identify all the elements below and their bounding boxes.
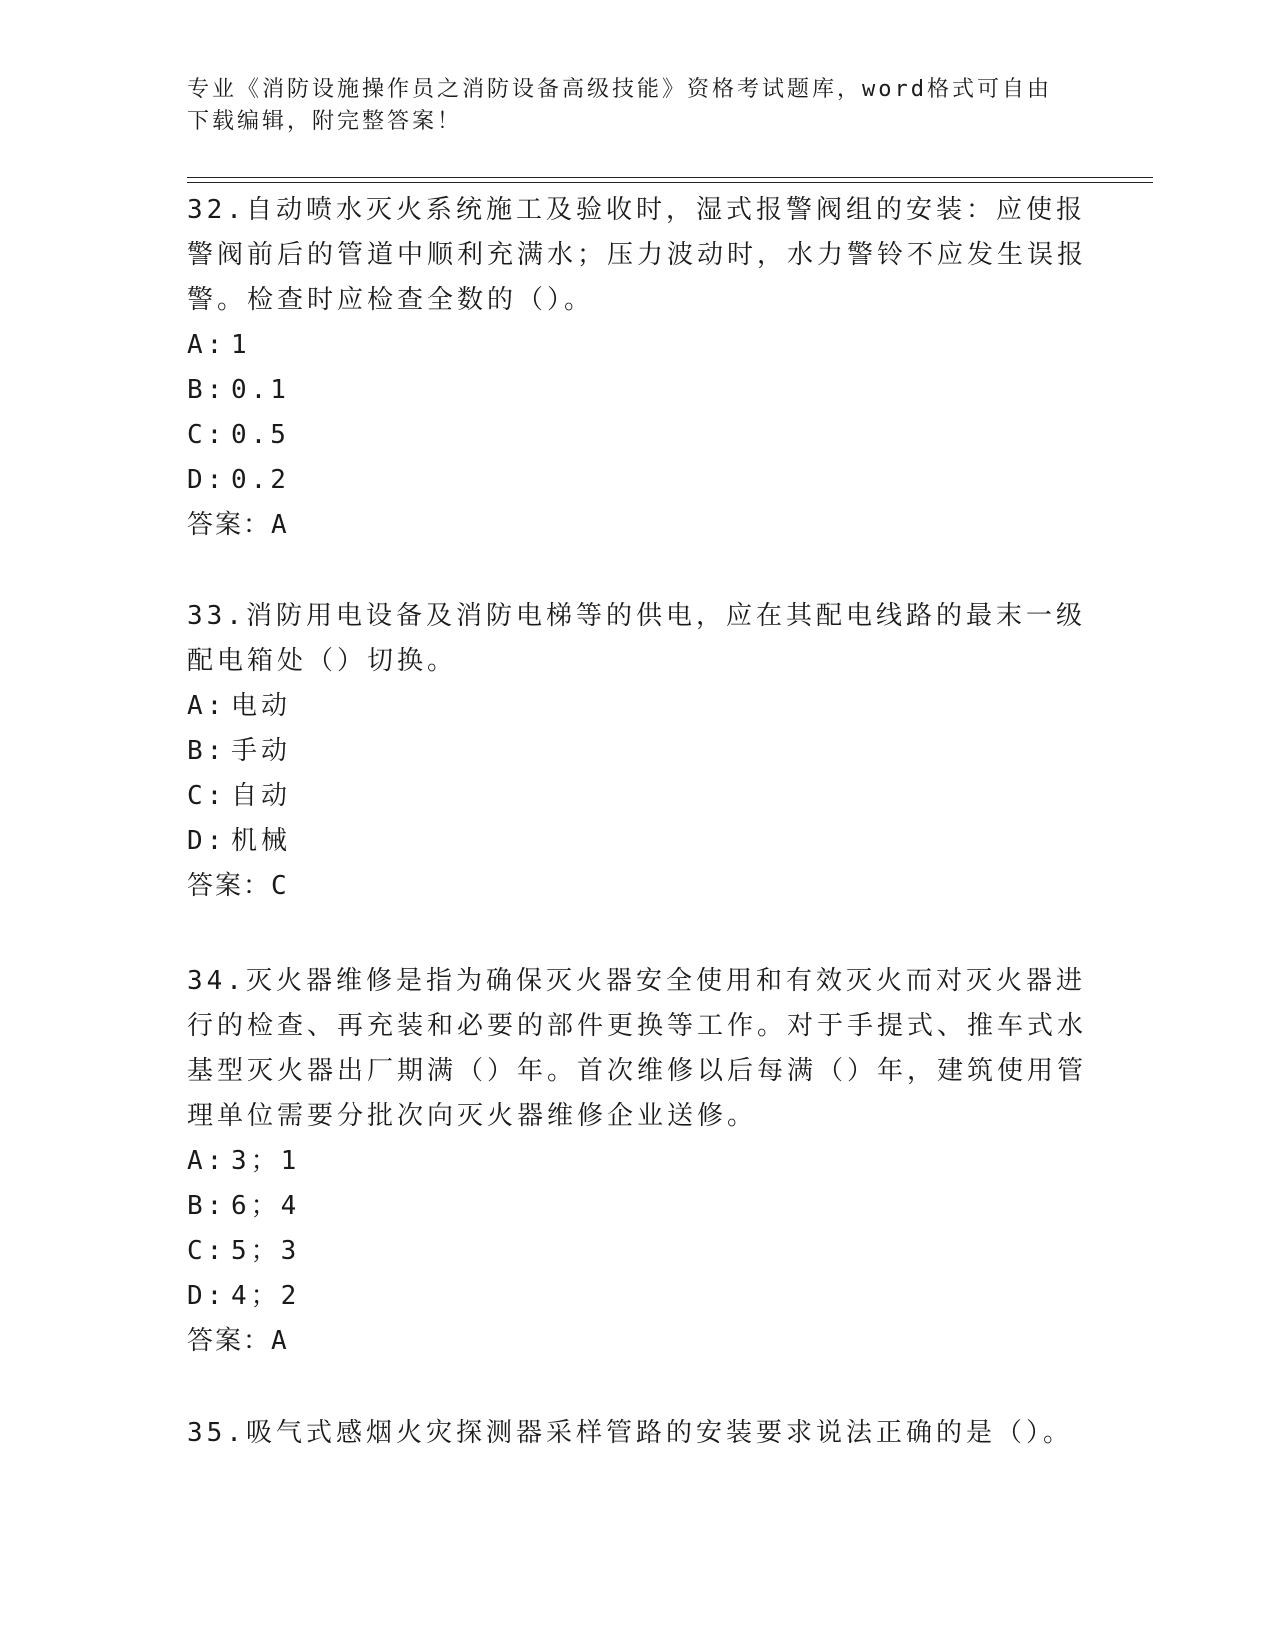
answer-line xyxy=(187,503,1087,548)
option-letter: B: xyxy=(187,736,227,766)
header-divider-bottom xyxy=(187,182,1153,183)
option-d xyxy=(187,1274,1087,1319)
question-stem: 34.灭火器维修是指为确保灭火器安全使用和有效灭火而对灭火器进行的检查、再充装和必要的部件更换等工作。对于手提式、推车式水基型灭火器出厂期满（）年。首次维修以后每满（）年，建筑使用管理单位需要分批次向灭火器维修企业送修。 xyxy=(187,966,1088,1131)
question-34 xyxy=(187,959,1087,1364)
option-c xyxy=(187,1229,1087,1274)
option-letter: B: xyxy=(187,375,227,405)
question-32 xyxy=(187,188,1087,548)
option-letter: A: xyxy=(187,1146,227,1176)
answer-value: A xyxy=(271,510,289,540)
option-text: 3；1 xyxy=(231,1146,301,1176)
option-text: 4；2 xyxy=(231,1281,301,1311)
option-letter: B: xyxy=(187,1191,227,1221)
question-stem: 35.吸气式感烟火灾探测器采样管路的安装要求说法正确的是（）。 xyxy=(187,1418,1073,1448)
option-letter: D: xyxy=(187,826,227,856)
option-text: 手动 xyxy=(231,736,292,766)
option-text: 自动 xyxy=(231,781,292,811)
option-b xyxy=(187,729,1087,774)
option-text: 0.2 xyxy=(231,465,290,495)
question-stem: 32.自动喷水灭火系统施工及验收时，湿式报警阀组的安装：应使报警阀前后的管道中顺利充满水；压力波动时，水力警铃不应发生误报警。检查时应检查全数的（）。 xyxy=(187,195,1088,315)
option-a xyxy=(187,684,1087,729)
answer-line xyxy=(187,1319,1087,1364)
option-text: 电动 xyxy=(231,691,292,721)
question-35 xyxy=(187,1411,1087,1456)
header-divider-top xyxy=(187,177,1153,178)
option-b xyxy=(187,368,1087,413)
option-a xyxy=(187,1139,1087,1184)
answer-line xyxy=(187,864,1087,909)
document-intro: 专业《消防设施操作员之消防设备高级技能》资格考试题库，word格式可自由下载编辑，附完整答案！ xyxy=(187,77,1052,134)
answer-value: A xyxy=(271,1326,289,1356)
option-text: 5；3 xyxy=(231,1236,301,1266)
option-text: 机械 xyxy=(231,826,292,856)
option-letter: D: xyxy=(187,465,227,495)
option-b xyxy=(187,1184,1087,1229)
option-text: 0.5 xyxy=(231,420,290,450)
answer-label: 答案： xyxy=(187,871,272,901)
option-text: 0.1 xyxy=(231,375,290,405)
answer-label: 答案： xyxy=(187,510,272,540)
option-d xyxy=(187,458,1087,503)
answer-value: C xyxy=(271,871,289,901)
option-letter: C: xyxy=(187,420,227,450)
question-33 xyxy=(187,594,1087,909)
option-letter: A: xyxy=(187,691,227,721)
question-stem: 33.消防用电设备及消防电梯等的供电，应在其配电线路的最末一级配电箱处（）切换。 xyxy=(187,601,1086,676)
option-letter: C: xyxy=(187,781,227,811)
option-text: 1 xyxy=(231,330,251,360)
option-letter: D: xyxy=(187,1281,227,1311)
option-c xyxy=(187,413,1087,458)
option-d xyxy=(187,819,1087,864)
option-c xyxy=(187,774,1087,819)
option-a xyxy=(187,323,1087,368)
option-letter: A: xyxy=(187,330,227,360)
option-text: 6；4 xyxy=(231,1191,301,1221)
option-letter: C: xyxy=(187,1236,227,1266)
answer-label: 答案： xyxy=(187,1326,272,1356)
